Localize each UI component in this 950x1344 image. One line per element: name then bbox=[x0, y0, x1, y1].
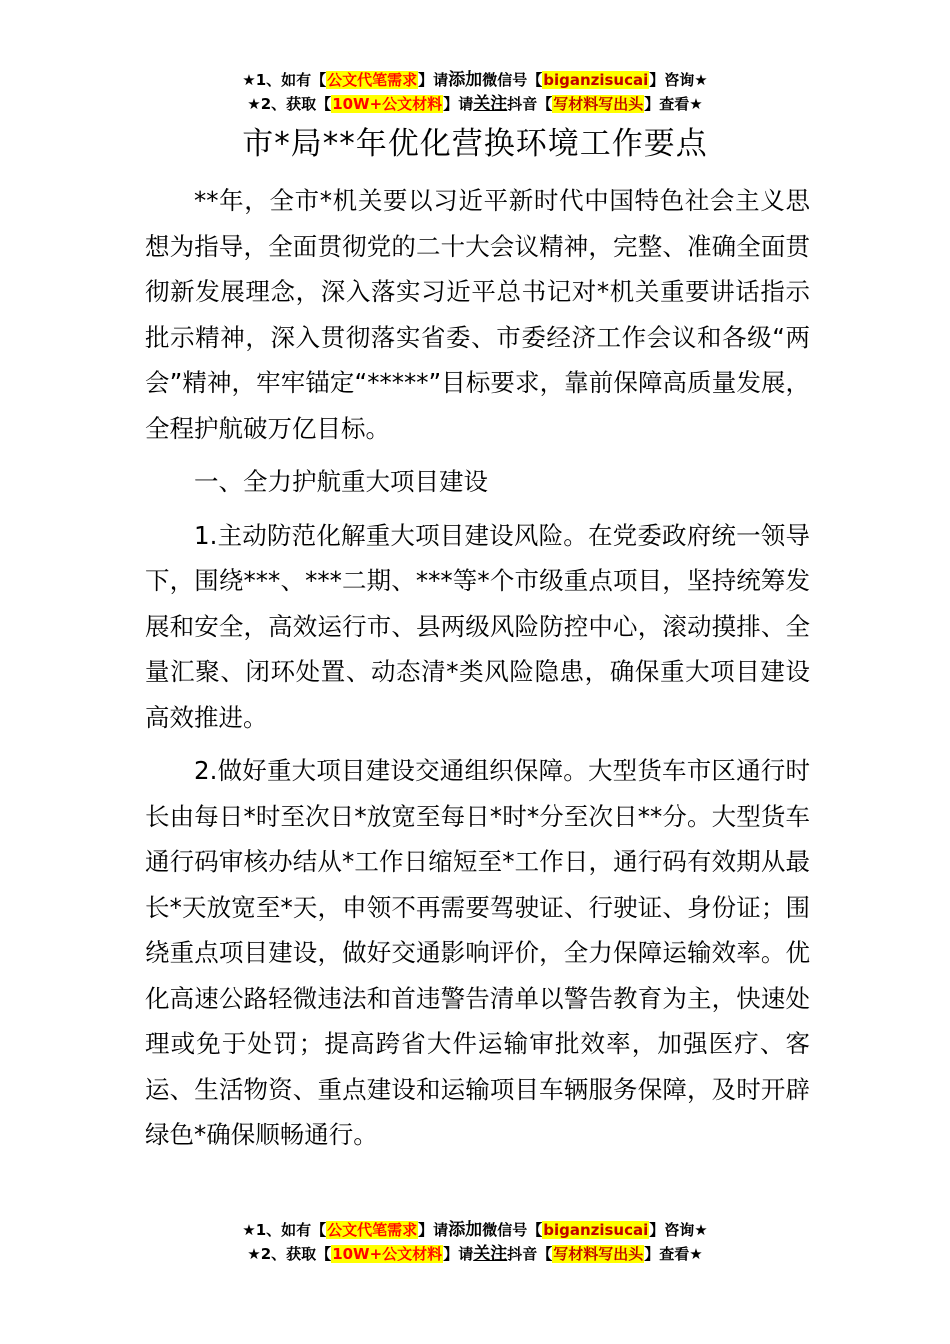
header-banner bbox=[0, 68, 950, 116]
banner-line-1 bbox=[0, 1218, 950, 1242]
banner-text: 】请 bbox=[443, 1245, 474, 1263]
banner-line-2 bbox=[0, 1242, 950, 1266]
banner-line-1 bbox=[0, 68, 950, 92]
banner-text: 】咨询★ bbox=[649, 1221, 708, 1239]
banner-emphasis: 关注 bbox=[473, 1244, 508, 1264]
banner-text: 】请 bbox=[418, 71, 449, 89]
banner-emphasis: 添加 bbox=[448, 1220, 483, 1240]
document-body bbox=[145, 178, 810, 1166]
footer-banner bbox=[0, 1218, 950, 1266]
highlight-service: 公文代笔需求 bbox=[327, 71, 418, 89]
highlight-materials: 10W+公文材料 bbox=[332, 1245, 443, 1263]
banner-text: ★1、如有【 bbox=[242, 1221, 327, 1239]
highlight-douyin-id: 写材料写出头 bbox=[553, 1245, 644, 1263]
highlight-materials: 10W+公文材料 bbox=[332, 95, 443, 113]
banner-text: 】查看★ bbox=[644, 1245, 703, 1263]
highlight-wechat-id: biganzisucai bbox=[543, 71, 649, 89]
banner-text: 】请 bbox=[418, 1221, 449, 1239]
document-title: 市*局**年优化营换环境工作要点 bbox=[242, 126, 708, 162]
item-paragraph-1: 1.主动防范化解重大项目建设风险。在党委政府统一领导下，围绕***、***二期、***等*个市级重点项目，坚持统筹发展和安全，高效运行市、县两级风险防控中心，滚动摸排、全量汇聚、闭环处置、动态清*类风险隐患，确保重大项目建设高效推进。 bbox=[145, 520, 810, 732]
banner-text: 】请 bbox=[443, 95, 474, 113]
banner-text: 】咨询★ bbox=[649, 71, 708, 89]
banner-line-2 bbox=[0, 92, 950, 116]
highlight-douyin-id: 写材料写出头 bbox=[553, 95, 644, 113]
banner-text: 微信号【 bbox=[482, 71, 543, 89]
item-paragraph-2: 2.做好重大项目建设交通组织保障。大型货车市区通行时长由每日*时至次日*放宽至每日*时*分至次日**分。大型货车通行码审核办结从*工作日缩短至*工作日，通行码有效期从最长*天放宽至*天，申领不再需要驾驶证、行驶证、身份证；围绕重点项目建设，做好交通影响评价，全力保障运输效率。优化高速公路轻微违法和首违警告清单以警告教育为主，快速处理或免于处罚；提高跨省大件运输审批效率，加强医疗、客运、生活物资、重点建设和运输项目车辆服务保障，及时开辟绿色*确保顺畅通行。 bbox=[145, 756, 810, 1149]
banner-text: ★2、获取【 bbox=[247, 1245, 332, 1263]
banner-text: 抖音【 bbox=[507, 1245, 553, 1263]
banner-text: ★2、获取【 bbox=[247, 95, 332, 113]
intro-paragraph: **年，全市*机关要以习近平新时代中国特色社会主义思想为指导，全面贯彻党的二十大会议精神，完整、准确全面贯彻新发展理念，深入落实习近平总书记对*机关重要讲话指示批示精神，深入贯彻落实省委、市委经济工作会议和各级“两会”精神，牢牢锚定“*****”目标要求，靠前保障高质量发展，全程护航破万亿目标。 bbox=[145, 186, 810, 443]
banner-text: ★1、如有【 bbox=[242, 71, 327, 89]
banner-text: 微信号【 bbox=[482, 1221, 543, 1239]
highlight-wechat-id: biganzisucai bbox=[543, 1221, 649, 1239]
banner-emphasis: 添加 bbox=[448, 70, 483, 90]
banner-text: 】查看★ bbox=[644, 95, 703, 113]
section-heading: 一、全力护航重大项目建设 bbox=[194, 467, 488, 496]
banner-text: 抖音【 bbox=[507, 95, 553, 113]
highlight-service: 公文代笔需求 bbox=[327, 1221, 418, 1239]
banner-emphasis: 关注 bbox=[473, 94, 508, 114]
